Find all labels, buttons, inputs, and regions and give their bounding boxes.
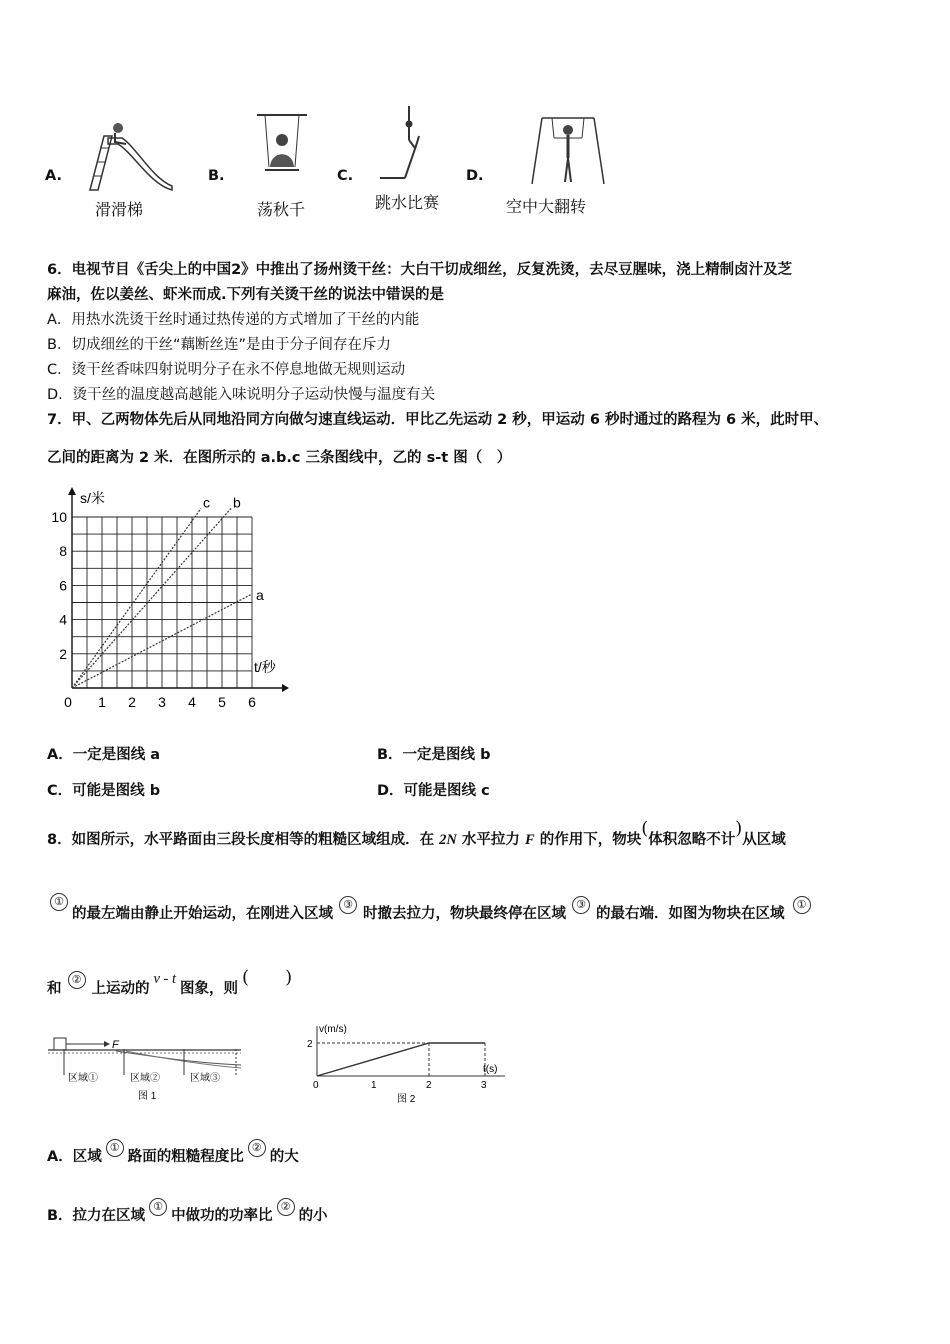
- circled-1: ①: [50, 893, 68, 911]
- chart-series: [72, 494, 264, 688]
- q7-option-b: B．一定是图线 b: [377, 747, 491, 763]
- q5-option-c-caption: 跳水比赛: [375, 193, 440, 212]
- q5-option-a-caption: 滑滑梯: [95, 200, 144, 219]
- q5-option-d-caption: 空中大翻转: [506, 197, 587, 216]
- series-line-c: [72, 508, 201, 688]
- swing-illustration: [255, 112, 310, 187]
- q6-option-d: D．烫干丝的温度越高越能入味说明分子运动快慢与温度有关: [47, 387, 436, 403]
- q6-stem-line1: 6．电视节目《舌尖上的中国2》中推出了扬州烫干丝：大白干切成细丝，反复洗烫，去尽豆腥味，浇上精制卤汁及芝: [47, 262, 793, 278]
- slide-illustration: [82, 118, 177, 193]
- series-label-a: a: [256, 586, 264, 603]
- gymnastics-rings-illustration: [528, 114, 608, 186]
- q6-option-b: B．切成细丝的干丝“藕断丝连”是由于分子间存在斥力: [47, 337, 391, 353]
- fig2-xlabel: t(s): [483, 1064, 498, 1075]
- zone-1-label: 区域①: [68, 1073, 98, 1084]
- q6-stem-line2: 麻油，佐以姜丝、虾米而成.下列有关烫干丝的说法中错误的是: [47, 287, 445, 303]
- fig2-xtick-0: 0: [313, 1080, 319, 1091]
- q5-option-b-letter: B.: [208, 168, 225, 184]
- x-axis-arrow-icon: [282, 684, 289, 692]
- q8-line3: 和②上运动的v - t图象，则( ): [47, 967, 293, 997]
- y-tick-label: 8: [59, 543, 67, 560]
- x-tick-label: 1: [98, 694, 106, 710]
- chart-ticks: [51, 509, 256, 710]
- x-tick-label: 6: [248, 694, 256, 710]
- series-label-b: b: [233, 494, 241, 511]
- force-arrow-icon: [104, 1041, 110, 1047]
- q5-option-a-letter: A.: [45, 168, 62, 184]
- y-axis-arrow-icon: [68, 487, 76, 495]
- q8-line2: 的最左端由静止开始运动，在刚进入区域③时撤去拉力，物块最终停在区域③的最右端．如图为物块在区域①: [72, 904, 811, 924]
- x-tick-label: 3: [158, 694, 166, 710]
- q7-option-d: D．可能是图线 c: [377, 783, 490, 799]
- q5-option-c-letter: C.: [337, 168, 354, 184]
- fig2-xtick-1: 1: [371, 1080, 377, 1091]
- y-tick-label: 4: [59, 611, 67, 628]
- st-chart: [40, 485, 290, 715]
- q5-option-b-caption: 荡秋千: [257, 200, 306, 219]
- fig2-xtick-2: 2: [426, 1080, 432, 1091]
- fig2-ylabel: v(m/s): [319, 1024, 347, 1035]
- q8-line1: 8．如图所示，水平路面由三段长度相等的粗糙区域组成．在 2N 水平拉力 F 的作用下，物块(体积忽略不计)从区域: [47, 818, 786, 848]
- fig2-accelerate-line: [317, 1043, 429, 1076]
- q6-option-a: A．用热水洗烫干丝时通过热传递的方式增加了干丝的内能: [47, 312, 420, 328]
- chart-grid: [72, 517, 252, 688]
- block: [54, 1038, 66, 1050]
- y-axis-label: s/米: [80, 490, 105, 506]
- figure-1-caption: 图 1: [138, 1091, 157, 1102]
- zone-2-label: 区域②: [130, 1073, 160, 1084]
- series-label-c: c: [203, 494, 210, 511]
- q7-option-a: A．一定是图线 a: [47, 747, 161, 763]
- zone-3-label: 区域③: [190, 1073, 220, 1084]
- y-tick-label: 6: [59, 577, 67, 594]
- x-tick-label: 0: [64, 694, 72, 710]
- figure-2-caption: 图 2: [397, 1094, 416, 1105]
- figure-2-vt-graph: [305, 1020, 515, 1105]
- q8-option-a: A．区域①路面的粗糙程度比②的大: [47, 1141, 299, 1165]
- x-tick-label: 4: [188, 694, 196, 710]
- q8-option-b: B．拉力在区域①中做功的功率比②的小: [47, 1200, 328, 1224]
- force-label: F: [112, 1039, 119, 1051]
- x-tick-label: 5: [218, 694, 226, 710]
- q5-option-d-letter: D.: [466, 168, 484, 184]
- q7-option-c: C．可能是图线 b: [47, 783, 161, 799]
- q6-option-c: C．烫干丝香味四射说明分子在永不停息地做无规则运动: [47, 362, 406, 378]
- y-tick-label: 2: [59, 645, 67, 662]
- figure-1-road: [46, 1035, 246, 1105]
- q7-stem-line2: 乙间的距离为 2 米．在图所示的 a.b.c 三条图线中，乙的 s-t 图（ ）: [47, 450, 512, 466]
- q7-stem-line1: 7．甲、乙两物体先后从同地沿同方向做匀速直线运动．甲比乙先运动 2 秒，甲运动 6 秒时通过的路程为 6 米，此时甲、: [47, 412, 829, 428]
- fig2-xtick-3: 3: [481, 1080, 487, 1091]
- y-tick-label: 10: [51, 509, 67, 525]
- diving-illustration: [375, 100, 450, 185]
- fig2-ytick-2: 2: [307, 1039, 313, 1050]
- x-tick-label: 2: [128, 694, 136, 710]
- x-axis-label: t/秒: [254, 659, 276, 675]
